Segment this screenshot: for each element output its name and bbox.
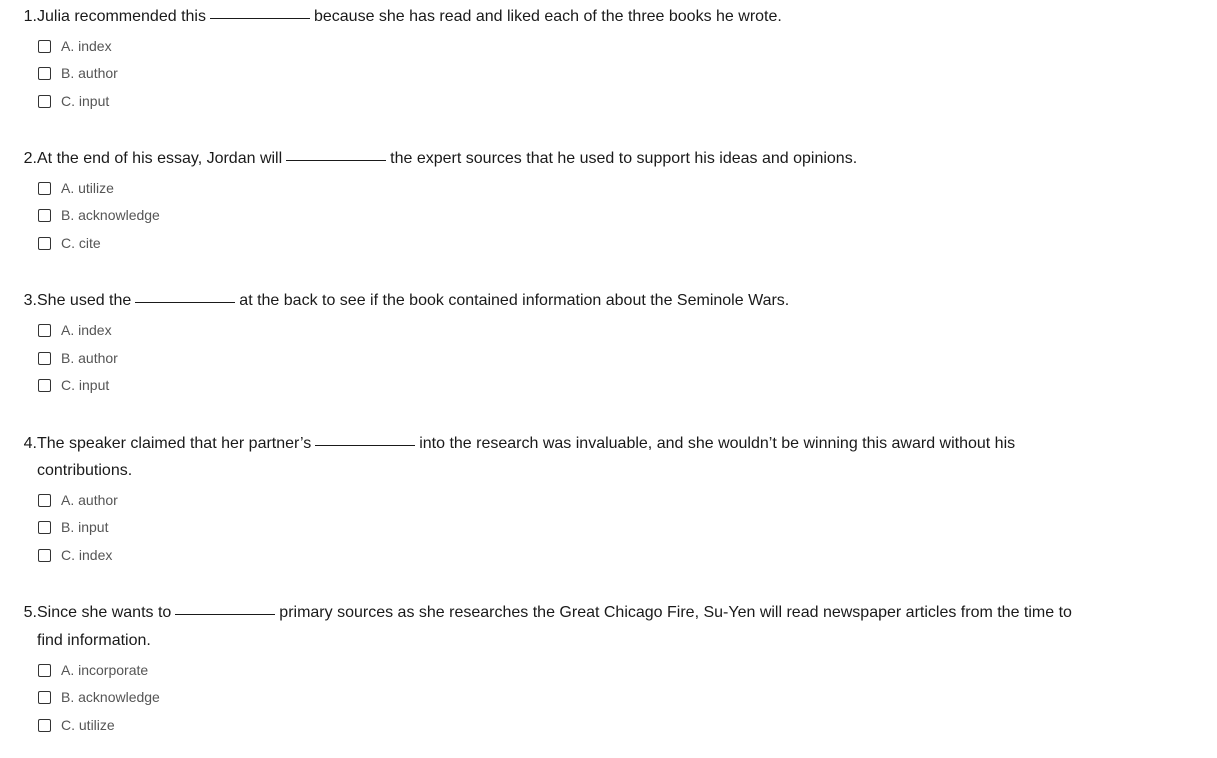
option-label: A. index — [61, 38, 112, 54]
option-label: B. acknowledge — [61, 689, 160, 705]
question-number: 1. — [23, 8, 37, 25]
option-label: A. utilize — [61, 180, 114, 196]
question-text — [37, 599, 1072, 626]
option-checkbox-item[interactable] — [38, 517, 108, 537]
option-checkbox-item[interactable] — [38, 490, 118, 510]
question-text-continuation: contributions. — [37, 462, 133, 479]
question-text-before: At the end of his essay, Jordan will — [37, 150, 283, 167]
question-text-after: at the back to see if the book contained information about the Seminole Wars. — [239, 292, 790, 309]
question-text-before: Since she wants to — [37, 604, 172, 621]
option-checkbox-item[interactable] — [38, 91, 109, 111]
checkbox[interactable] — [38, 237, 51, 250]
checkbox[interactable] — [38, 719, 51, 732]
question-5 — [0, 599, 1217, 649]
checkbox[interactable] — [38, 494, 51, 507]
checkbox[interactable] — [38, 379, 51, 392]
checkbox[interactable] — [38, 691, 51, 704]
option-label: B. input — [61, 519, 109, 535]
question-number: 3. — [23, 292, 37, 309]
question-4 — [0, 430, 1217, 479]
question-text-after: into the research was invaluable, and she wouldn’t be winning this award without his — [419, 435, 1016, 452]
option-label: C. cite — [61, 235, 101, 251]
option-label: C. input — [61, 377, 110, 393]
checkbox[interactable] — [38, 324, 51, 337]
checkbox[interactable] — [38, 521, 51, 534]
question-text-before: Julia recommended this — [37, 8, 206, 25]
option-label: C. input — [61, 93, 110, 109]
option-label: A. author — [61, 492, 118, 508]
question-text — [37, 145, 857, 172]
question-number: 4. — [23, 435, 37, 452]
question-text-before: She used the — [37, 292, 132, 309]
option-checkbox-item[interactable] — [38, 715, 115, 735]
option-checkbox-item[interactable] — [38, 545, 112, 565]
option-checkbox-item[interactable] — [38, 375, 109, 395]
option-checkbox-item[interactable] — [38, 36, 112, 56]
fill-in-blank — [135, 302, 235, 303]
question-text-after: the expert sources that he used to support his ideas and opinions. — [390, 150, 858, 167]
checkbox[interactable] — [38, 95, 51, 108]
question-number: 5. — [23, 604, 37, 621]
option-checkbox-item[interactable] — [38, 320, 112, 340]
option-checkbox-item[interactable] — [38, 687, 160, 707]
option-checkbox-item[interactable] — [38, 63, 118, 83]
option-checkbox-item[interactable] — [38, 348, 118, 368]
checkbox[interactable] — [38, 352, 51, 365]
option-checkbox-item[interactable] — [38, 233, 101, 253]
checkbox[interactable] — [38, 182, 51, 195]
option-label: A. index — [61, 322, 112, 338]
option-checkbox-item[interactable] — [38, 178, 114, 198]
question-text-after: primary sources as she researches the Great Chicago Fire, Su-Yen will read newspaper articles from the time to — [279, 604, 1072, 621]
option-label: A. incorporate — [61, 662, 149, 678]
option-label: B. acknowledge — [61, 207, 160, 223]
question-text-continuation: find information. — [37, 632, 151, 649]
option-checkbox-item[interactable] — [38, 205, 160, 225]
checkbox[interactable] — [38, 40, 51, 53]
question-text — [37, 3, 782, 30]
checkbox[interactable] — [38, 67, 51, 80]
question-text-after: because she has read and liked each of the three books he wrote. — [313, 8, 782, 25]
question-2 — [0, 145, 1217, 172]
option-checkbox-item[interactable] — [38, 660, 148, 680]
checkbox[interactable] — [38, 549, 51, 562]
option-label: C. index — [61, 547, 113, 563]
option-label: C. utilize — [61, 717, 115, 733]
question-3 — [0, 287, 1217, 314]
checkbox[interactable] — [38, 209, 51, 222]
option-label: B. author — [61, 350, 118, 366]
fill-in-blank — [210, 18, 310, 19]
question-text-before: The speaker claimed that her partner’s — [37, 435, 312, 452]
option-label: B. author — [61, 65, 118, 81]
question-number: 2. — [23, 150, 37, 167]
question-text — [37, 430, 1015, 457]
checkbox[interactable] — [38, 664, 51, 677]
question-text — [37, 287, 789, 314]
question-1 — [0, 3, 1217, 30]
fill-in-blank — [286, 160, 386, 161]
fill-in-blank — [315, 445, 415, 446]
fill-in-blank — [175, 614, 275, 615]
